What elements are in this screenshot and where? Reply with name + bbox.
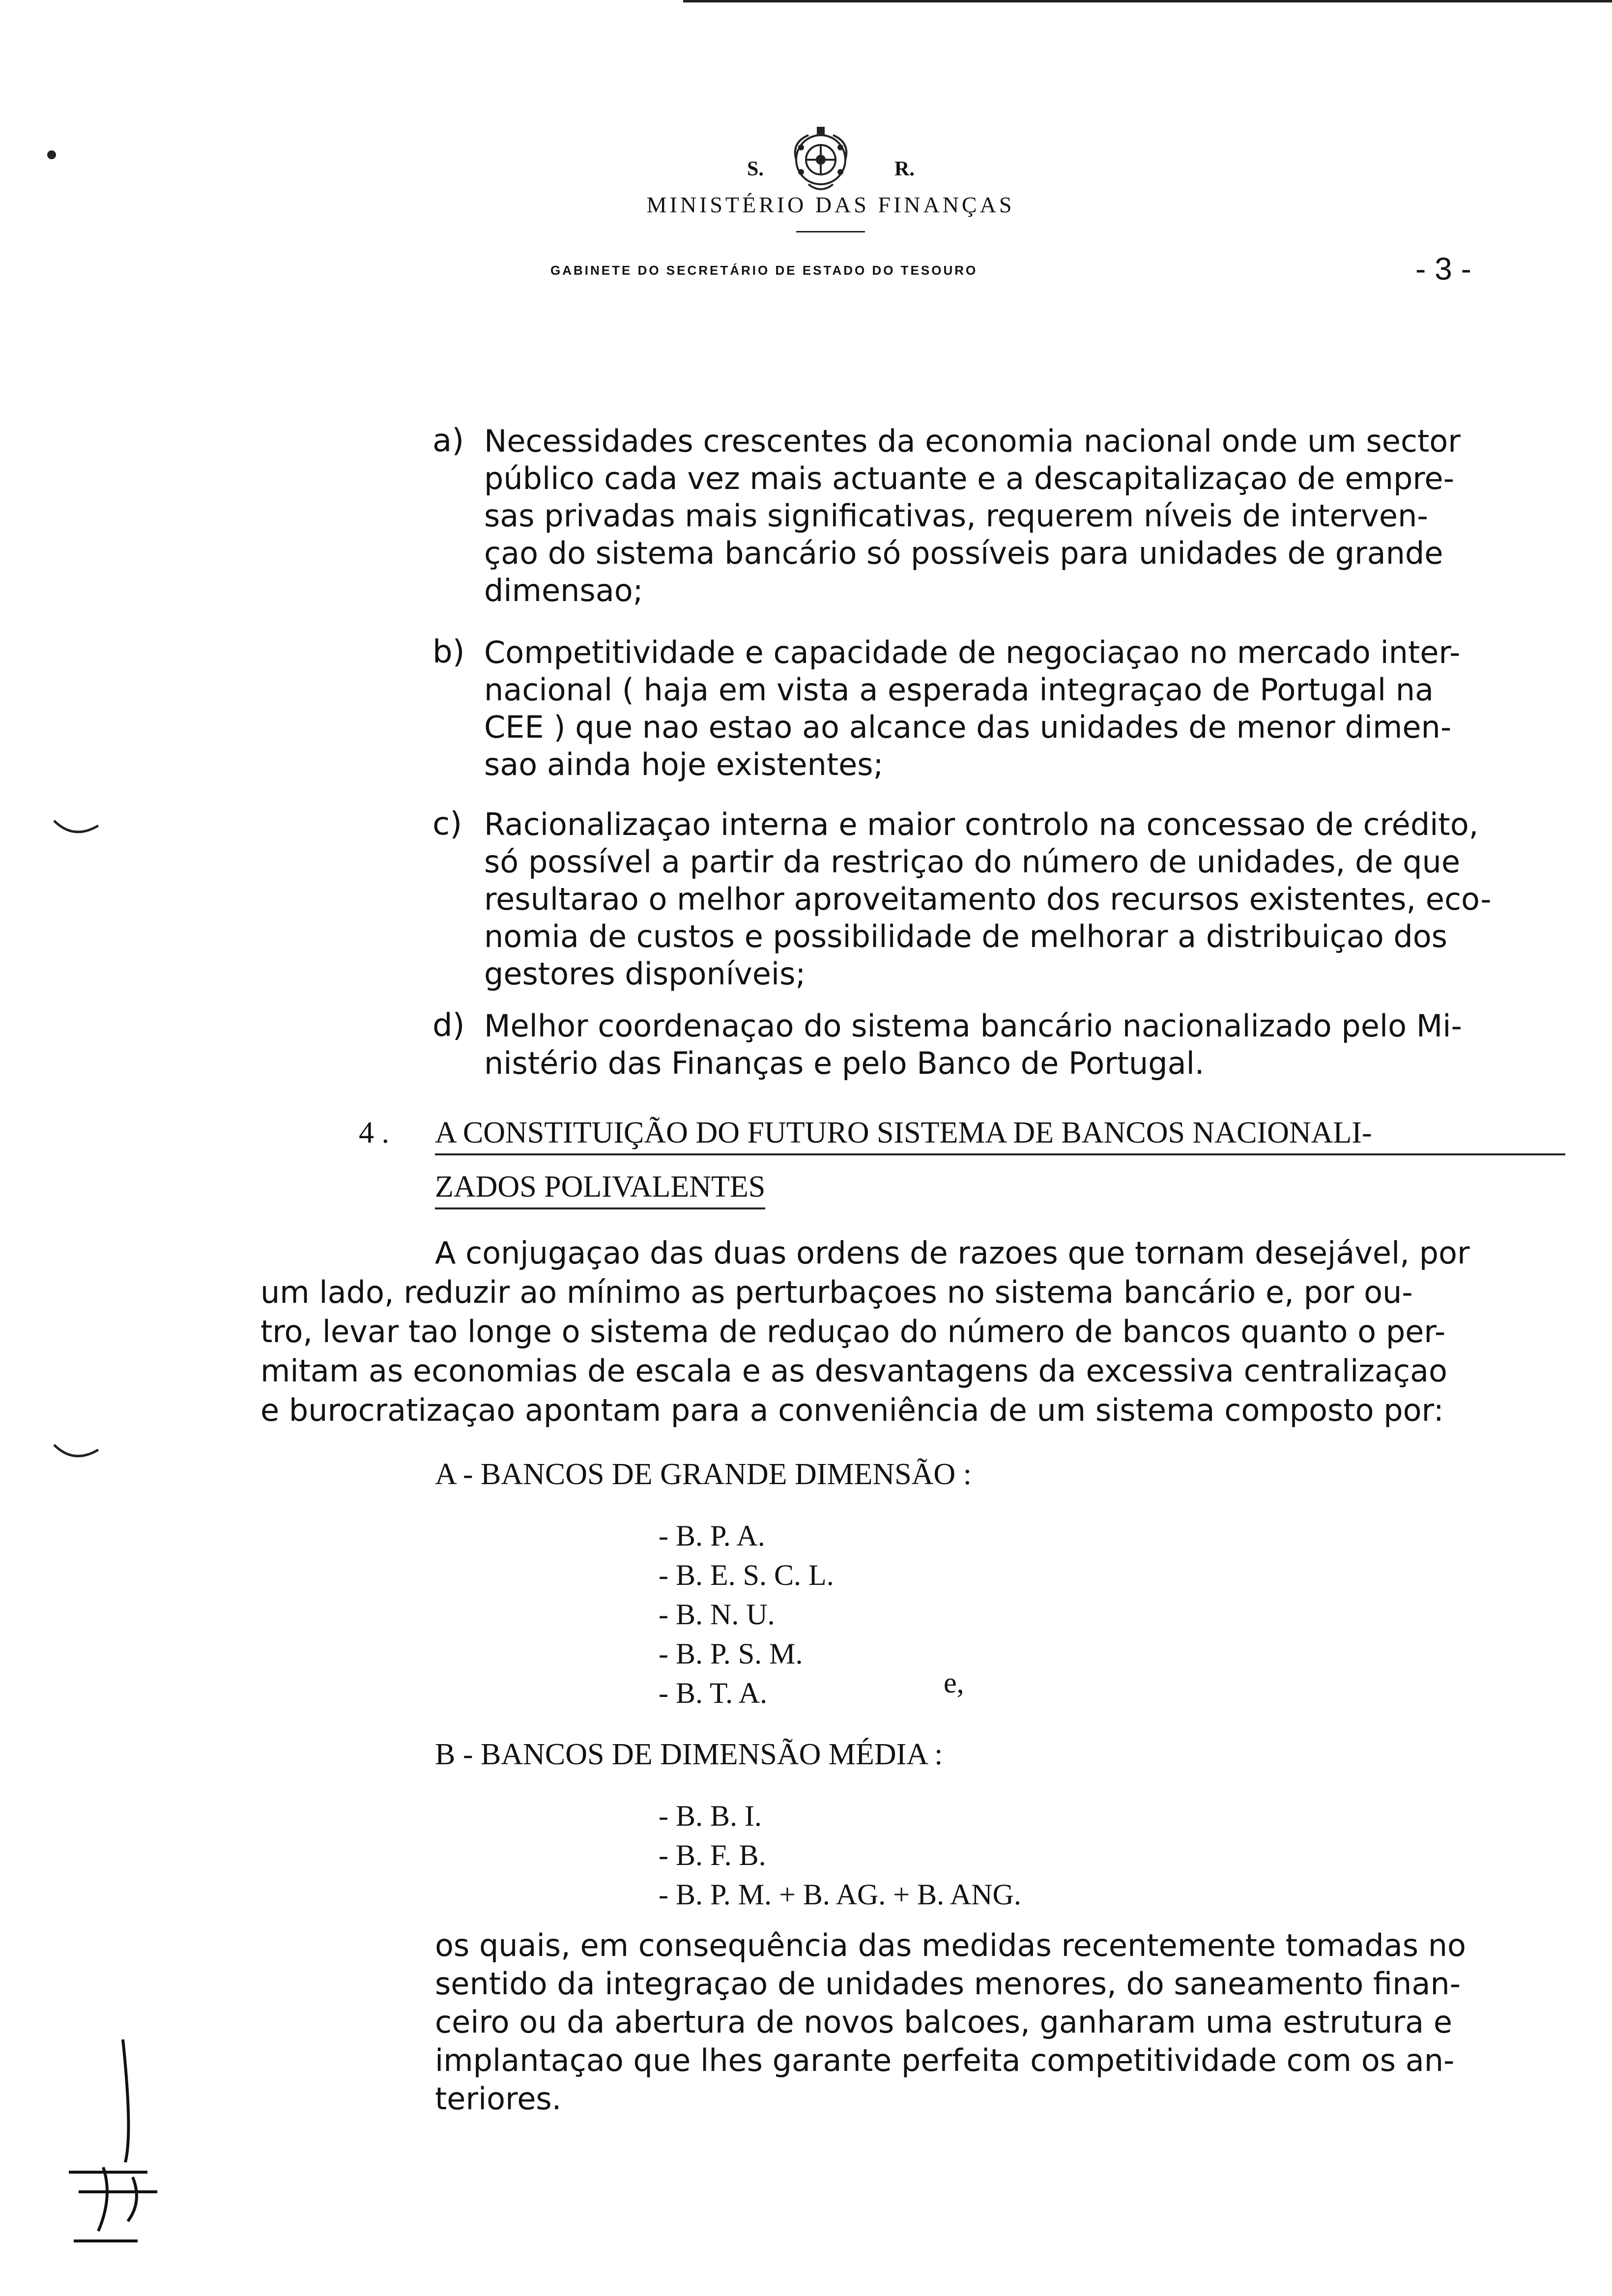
section-title-line: A CONSTITUIÇÃO DO FUTURO SISTEMA DE BANCOS NACIONALI- <box>435 1116 1565 1155</box>
item-line: gestores disponíveis; <box>484 956 806 992</box>
margin-punch-mark-icon <box>49 1435 108 1474</box>
item-line: dimensao; <box>484 573 643 608</box>
crest-right-letter: R. <box>894 158 915 180</box>
paragraph-line: teriores. <box>435 2081 562 2117</box>
coat-of-arms-icon <box>781 123 860 197</box>
item-line: nacional ( haja em vista a esperada integraçao de Portugal na <box>484 672 1434 708</box>
item-line: çao do sistema bancário só possíveis para unidades de grande <box>484 535 1443 571</box>
item-line: sas privadas mais significativas, requerem níveis de interven- <box>484 498 1428 534</box>
section-title-line: ZADOS POLIVALENTES <box>435 1170 765 1209</box>
bank-item: - B. F. B. <box>659 1839 766 1871</box>
group-a-title: A - BANCOS DE GRANDE DIMENSÃO : <box>435 1458 972 1491</box>
item-line: Competitividade e capacidade de negociaçao no mercado inter- <box>484 634 1461 670</box>
paragraph-line: tro, levar tao longe o sistema de reduçao do número de bancos quanto o per- <box>260 1314 1446 1349</box>
bank-item: - B. T. A. <box>659 1677 768 1709</box>
item-label: b) <box>432 634 465 670</box>
group-b-title: B - BANCOS DE DIMENSÃO MÉDIA : <box>435 1738 943 1771</box>
paragraph-line: ceiro ou da abertura de novos balcoes, ganharam uma estrutura e <box>435 2004 1452 2040</box>
bank-item: - B. P. M. + B. AG. + B. ANG. <box>659 1878 1021 1911</box>
item-text <box>484 423 1555 609</box>
handwritten-initials-icon <box>59 2035 177 2251</box>
margin-dot-icon <box>44 147 59 162</box>
conjunction: e, <box>944 1666 964 1699</box>
cabinet-name: GABINETE DO SECRETÁRIO DE ESTADO DO TESOURO <box>550 263 978 278</box>
item-line: sao ainda hoje existentes; <box>484 746 884 782</box>
crest-left-letter: S. <box>747 158 764 180</box>
paragraph-line: mitam as economias de escala e as desvantagens da excessiva centralizaçao <box>260 1353 1447 1389</box>
item-line: Melhor coordenaçao do sistema bancário nacionalizado pelo Mi- <box>484 1008 1462 1044</box>
body-paragraph <box>260 1234 1563 1430</box>
item-line: público cada vez mais actuante e a descapitalizaçao de empre- <box>484 460 1454 496</box>
item-line: Necessidades crescentes da economia nacional onde um sector <box>484 423 1461 459</box>
paragraph-line: os quais, em consequência das medidas recentemente tomadas no <box>435 1927 1466 1963</box>
item-label: d) <box>432 1007 465 1044</box>
group-b-bank-list <box>659 1796 1021 1914</box>
margin-punch-mark-icon <box>49 811 108 850</box>
item-label: a) <box>432 423 464 459</box>
bank-item: - B. B. I. <box>659 1800 762 1832</box>
item-line: nistério das Finanças e pelo Banco de Portugal. <box>484 1045 1205 1081</box>
closing-paragraph <box>435 1926 1541 2118</box>
item-text <box>484 1007 1555 1082</box>
top-edge-rule <box>683 0 1612 2</box>
crest-row <box>747 123 983 187</box>
item-line: só possível a partir da restriçao do número de unidades, de que <box>484 844 1460 880</box>
item-line: nomia de custos e possibilidade de melhorar a distribuiçao dos <box>484 918 1447 954</box>
section-number: 4 . <box>359 1116 389 1149</box>
bank-item: - B. P. S. M. <box>659 1637 803 1670</box>
item-line: resultarao o melhor aproveitamento dos recursos existentes, eco- <box>484 881 1492 917</box>
paragraph-line: um lado, reduzir ao mínimo as perturbaçoes no sistema bancário e, por ou- <box>260 1274 1413 1310</box>
bank-item: - B. N. U. <box>659 1598 775 1631</box>
item-line: CEE ) que nao estao ao alcance das unidades de menor dimen- <box>484 709 1452 745</box>
item-text <box>484 634 1555 783</box>
bank-item: - B. P. A. <box>659 1520 765 1552</box>
group-a-bank-list <box>659 1516 834 1713</box>
item-text <box>484 806 1555 993</box>
bank-item: - B. E. S. C. L. <box>659 1559 834 1591</box>
ministry-underline <box>796 231 865 232</box>
paragraph-line: sentido da integraçao de unidades menores, do saneamento finan- <box>435 1966 1461 2002</box>
paragraph-line: implantaçao que lhes garante perfeita competitividade com os an- <box>435 2042 1455 2078</box>
page-number: - 3 - <box>1415 251 1471 287</box>
paragraph-line: A conjugaçao das duas ordens de razoes que tornam desejável, por <box>435 1235 1470 1271</box>
ministry-name: MINISTÉRIO DAS FINANÇAS <box>646 192 1015 217</box>
paragraph-line: e burocratizaçao apontam para a conveniência de um sistema composto por: <box>260 1392 1444 1428</box>
item-line: Racionalizaçao interna e maior controlo na concessao de crédito, <box>484 806 1479 842</box>
item-label: c) <box>432 806 462 842</box>
